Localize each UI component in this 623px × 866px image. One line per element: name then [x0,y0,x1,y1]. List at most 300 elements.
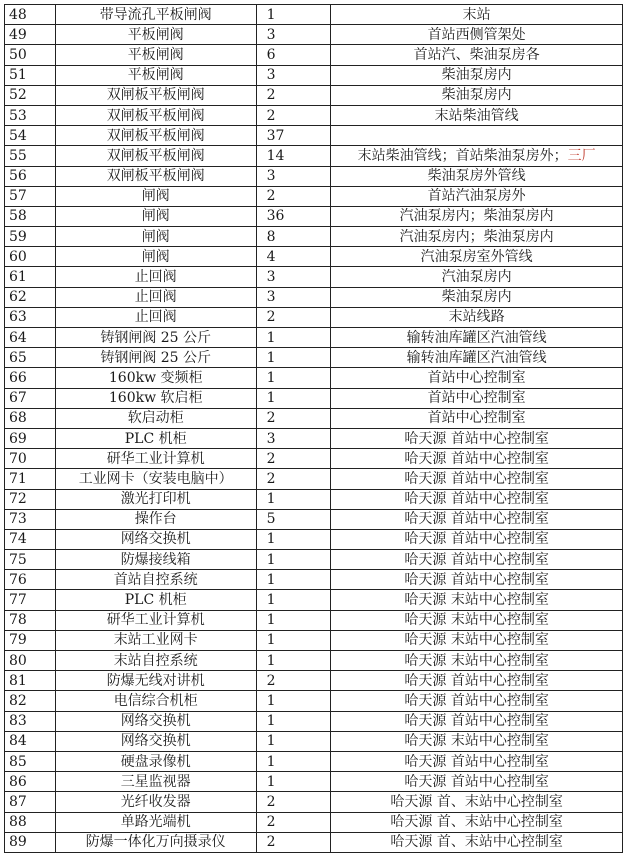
location-cell-text: 汽油泵房内；柴油泵房内 [399,228,554,245]
location-cell [331,25,623,45]
equipment-name-cell-text: 电信综合机柜 [113,692,198,709]
row-number-cell-text: 53 [9,107,27,124]
equipment-name-cell-text: 工业网卡（安装电脑中） [78,470,233,487]
table-row [5,832,623,852]
equipment-name-cell [55,630,256,650]
quantity-cell-text: 37 [266,127,285,144]
location-cell-text: 哈天源 首站中心控制室 [404,753,549,770]
row-number-cell-text: 69 [9,430,27,447]
equipment-name-cell-text: 止回阀 [134,289,177,306]
row-number-cell-text: 75 [9,551,27,568]
equipment-name-cell-text: 软启动柜 [127,410,184,427]
row-number-cell [5,449,56,469]
location-cell [331,550,623,570]
location-cell-text: 哈天源 首站中心控制室 [404,511,549,528]
table-row [5,731,623,751]
equipment-name-cell-text: 网络交换机 [120,713,191,730]
quantity-cell [256,751,331,771]
location-cell-text: 哈天源 末站中心控制室 [404,612,549,629]
row-number-cell [5,469,56,489]
quantity-cell [256,287,331,307]
quantity-cell-text: 1 [266,349,276,366]
equipment-name-cell-text: 平板闸阀 [127,46,184,63]
row-number-cell [5,711,56,731]
quantity-cell-text: 1 [266,551,276,568]
row-number-cell-text: 82 [9,692,27,709]
row-number-cell [5,45,56,65]
location-cell-text: 末站柴油管线；首站柴油泵房外； [357,147,568,164]
row-number-cell [5,832,56,852]
quantity-cell-text: 1 [266,652,276,669]
location-cell-text: 哈天源 首站中心控制室 [404,531,549,548]
equipment-name-cell [55,772,256,792]
equipment-name-cell-text: 闸阀 [141,228,170,245]
quantity-cell [256,832,331,852]
equipment-name-cell [55,247,256,267]
equipment-name-cell-text: 网络交换机 [120,733,191,750]
location-cell [331,469,623,489]
equipment-name-cell [55,812,256,832]
location-cell-text: 首站中心控制室 [427,410,526,427]
location-cell [331,772,623,792]
quantity-cell [256,368,331,388]
location-cell-text: 输转油库罐区汽油管线 [406,349,547,366]
equipment-name-cell [55,105,256,125]
location-cell-text: 汽油泵房内 [441,269,512,286]
table-row [5,85,623,105]
row-number-cell-text: 84 [9,733,27,750]
location-cell [331,206,623,226]
row-number-cell-text: 51 [9,67,27,84]
location-cell-text: 哈天源 首、末站中心控制室 [390,793,563,810]
location-cell-text: 首站西侧管架处 [427,26,526,43]
quantity-cell-text: 5 [266,511,276,528]
quantity-cell [256,489,331,509]
row-number-cell-text: 56 [9,168,27,185]
row-number-cell [5,267,56,287]
equipment-name-cell [55,25,256,45]
location-cell [331,287,623,307]
quantity-cell-text: 8 [266,228,276,245]
location-cell [331,388,623,408]
equipment-name-cell [55,792,256,812]
quantity-cell [256,65,331,85]
quantity-cell [256,307,331,327]
location-cell [331,832,623,852]
location-cell-text: 哈天源 首站中心控制室 [404,571,549,588]
row-number-cell [5,651,56,671]
row-number-cell-text: 66 [9,369,27,386]
location-cell-text: 首站中心控制室 [427,369,526,386]
quantity-cell-text: 1 [266,612,276,629]
location-note-red: 三厂 [567,147,596,164]
row-number-cell-text: 60 [9,248,27,265]
row-number-cell [5,65,56,85]
row-number-cell [5,550,56,570]
row-number-cell [5,388,56,408]
location-cell-text: 哈天源 首站中心控制室 [404,773,549,790]
quantity-cell [256,812,331,832]
row-number-cell [5,287,56,307]
equipment-name-cell [55,227,256,247]
location-cell-text: 哈天源 首站中心控制室 [404,491,549,508]
location-cell [331,812,623,832]
quantity-cell-text: 2 [266,309,276,326]
equipment-name-cell-text: 双闸板平板闸阀 [106,127,205,144]
equipment-name-cell [55,166,256,186]
row-number-cell [5,247,56,267]
table-row [5,247,623,267]
location-cell [331,105,623,125]
equipment-name-cell-text: 防爆接线箱 [120,551,191,568]
row-number-cell [5,408,56,428]
equipment-name-cell-text: 末站工业网卡 [113,632,198,649]
equipment-name-cell [55,287,256,307]
location-cell [331,691,623,711]
quantity-cell-text: 3 [266,289,276,306]
table-row [5,691,623,711]
equipment-name-cell [55,550,256,570]
row-number-cell [5,25,56,45]
quantity-cell [256,126,331,146]
equipment-name-cell-text: 末站自控系统 [113,652,198,669]
equipment-name-cell [55,832,256,852]
table-row [5,529,623,549]
quantity-cell [256,186,331,206]
quantity-cell-text: 2 [266,107,276,124]
row-number-cell [5,792,56,812]
location-cell [331,227,623,247]
table-row [5,651,623,671]
location-cell [331,45,623,65]
row-number-cell-text: 86 [9,773,27,790]
table-row [5,489,623,509]
row-number-cell [5,731,56,751]
equipment-name-cell [55,368,256,388]
quantity-cell-text: 2 [266,793,276,810]
table-row [5,5,623,25]
row-number-cell [5,5,56,25]
table-row [5,146,623,166]
location-cell [331,590,623,610]
quantity-cell [256,671,331,691]
table-row [5,711,623,731]
location-cell-text: 哈天源 首站中心控制室 [404,470,549,487]
quantity-cell [256,449,331,469]
row-number-cell [5,610,56,630]
equipment-name-cell [55,388,256,408]
row-number-cell [5,772,56,792]
equipment-name-cell-text: 双闸板平板闸阀 [106,168,205,185]
equipment-name-cell-text: 首站自控系统 [113,571,198,588]
quantity-cell [256,206,331,226]
row-number-cell-text: 71 [9,470,27,487]
quantity-cell-text: 2 [266,450,276,467]
equipment-name-cell-text: 带导流孔平板闸阀 [99,6,212,23]
equipment-name-cell [55,206,256,226]
quantity-cell-text: 1 [266,713,276,730]
table-row [5,550,623,570]
row-number-cell-text: 79 [9,632,27,649]
quantity-cell [256,792,331,812]
quantity-cell-text: 1 [266,531,276,548]
row-number-cell-text: 52 [9,87,27,104]
location-cell-text: 哈天源 首站中心控制室 [404,672,549,689]
equipment-name-cell-text: 平板闸阀 [127,67,184,84]
row-number-cell-text: 61 [9,269,27,286]
location-cell [331,186,623,206]
equipment-name-cell [55,348,256,368]
row-number-cell [5,105,56,125]
row-number-cell [5,85,56,105]
location-cell-text: 首站中心控制室 [427,390,526,407]
row-number-cell [5,529,56,549]
equipment-name-cell-text: 三星监视器 [120,773,191,790]
row-number-cell [5,166,56,186]
equipment-name-cell [55,146,256,166]
equipment-name-cell [55,65,256,85]
location-cell [331,247,623,267]
table-row [5,792,623,812]
equipment-name-cell-text: 硬盘录像机 [120,753,191,770]
equipment-name-cell-text: 单路光端机 [120,814,191,831]
location-cell-text: 哈天源 首站中心控制室 [404,713,549,730]
equipment-name-cell-text: 激光打印机 [120,491,191,508]
quantity-cell [256,691,331,711]
row-number-cell-text: 49 [9,26,27,43]
location-cell-text: 哈天源 首站中心控制室 [404,450,549,467]
row-number-cell [5,328,56,348]
location-cell [331,610,623,630]
row-number-cell [5,489,56,509]
table-row [5,812,623,832]
quantity-cell-text: 3 [266,26,276,43]
equipment-name-cell [55,651,256,671]
location-cell [331,348,623,368]
row-number-cell [5,227,56,247]
location-cell [331,126,623,146]
location-cell-text: 哈天源 首站中心控制室 [404,551,549,568]
location-cell-text: 哈天源 首、末站中心控制室 [390,814,563,831]
row-number-cell-text: 87 [9,793,27,810]
row-number-cell [5,671,56,691]
table-row [5,610,623,630]
equipment-name-cell [55,731,256,751]
table-row [5,25,623,45]
location-cell [331,166,623,186]
location-cell-text: 哈天源 首站中心控制室 [404,692,549,709]
quantity-cell [256,529,331,549]
equipment-name-cell-text: 双闸板平板闸阀 [106,147,205,164]
location-cell [331,731,623,751]
quantity-cell-text: 1 [266,753,276,770]
location-cell [331,428,623,448]
quantity-cell [256,227,331,247]
location-cell [331,671,623,691]
row-number-cell-text: 78 [9,612,27,629]
location-cell-text: 柴油泵房内 [441,67,512,84]
location-cell-text: 末站柴油管线 [434,107,519,124]
equipment-name-cell [55,428,256,448]
quantity-cell [256,388,331,408]
equipment-name-cell-text: 铸钢闸阀 25 公斤 [100,349,212,366]
table-row [5,590,623,610]
row-number-cell-text: 81 [9,672,27,689]
row-number-cell-text: 48 [9,6,27,23]
table-row [5,227,623,247]
row-number-cell-text: 68 [9,410,27,427]
quantity-cell-text: 1 [266,692,276,709]
quantity-cell [256,469,331,489]
equipment-name-cell [55,610,256,630]
row-number-cell [5,590,56,610]
quantity-cell-text: 2 [266,814,276,831]
quantity-cell-text: 2 [266,188,276,205]
quantity-cell-text: 36 [266,208,285,225]
equipment-name-cell-text: 双闸板平板闸阀 [106,87,205,104]
location-cell [331,5,623,25]
quantity-cell-text: 1 [266,369,276,386]
quantity-cell [256,772,331,792]
row-number-cell [5,691,56,711]
location-cell-text: 哈天源 首站中心控制室 [404,430,549,447]
equipment-name-cell [55,85,256,105]
table-row [5,509,623,529]
equipment-name-cell [55,328,256,348]
row-number-cell-text: 54 [9,127,27,144]
location-cell [331,489,623,509]
table-row [5,206,623,226]
table-row [5,348,623,368]
quantity-cell [256,85,331,105]
quantity-cell [256,166,331,186]
row-number-cell [5,630,56,650]
row-number-cell-text: 55 [9,147,27,164]
quantity-cell [256,509,331,529]
row-number-cell [5,509,56,529]
quantity-cell-text: 6 [266,46,276,63]
quantity-cell [256,328,331,348]
equipment-name-cell [55,307,256,327]
quantity-cell [256,105,331,125]
equipment-name-cell [55,529,256,549]
location-cell-text: 哈天源 末站中心控制室 [404,632,549,649]
equipment-name-cell-text: 160kw 软启柜 [108,390,203,407]
table-row [5,166,623,186]
equipment-name-cell-text: 闸阀 [141,188,170,205]
row-number-cell [5,348,56,368]
location-cell-text: 输转油库罐区汽油管线 [406,329,547,346]
equipment-name-cell-text: 160kw 变频柜 [108,369,203,386]
quantity-cell [256,25,331,45]
row-number-cell-text: 77 [9,592,27,609]
quantity-cell-text: 1 [266,571,276,588]
row-number-cell-text: 59 [9,228,27,245]
table-row [5,65,623,85]
location-cell-text: 柴油泵房内 [441,289,512,306]
quantity-cell-text: 2 [266,834,276,851]
location-cell [331,711,623,731]
equipment-name-cell-text: 操作台 [134,511,177,528]
location-cell [331,267,623,287]
equipment-name-cell [55,691,256,711]
row-number-cell [5,751,56,771]
location-cell [331,792,623,812]
row-number-cell-text: 76 [9,571,27,588]
table-row [5,126,623,146]
equipment-name-cell [55,126,256,146]
table-row [5,186,623,206]
quantity-cell [256,550,331,570]
table-row [5,671,623,691]
table-row [5,408,623,428]
quantity-cell-text: 2 [266,87,276,104]
equipment-name-cell-text: 止回阀 [134,269,177,286]
table-row [5,45,623,65]
quantity-cell-text: 1 [266,491,276,508]
table-row [5,772,623,792]
equipment-name-cell [55,5,256,25]
row-number-cell-text: 88 [9,814,27,831]
table-row [5,368,623,388]
location-cell-text: 哈天源 末站中心控制室 [404,592,549,609]
equipment-name-cell-text: PLC 机柜 [124,430,187,447]
table-row [5,307,623,327]
location-cell [331,85,623,105]
row-number-cell [5,186,56,206]
equipment-name-cell [55,509,256,529]
quantity-cell [256,651,331,671]
quantity-cell-text: 1 [266,592,276,609]
location-cell [331,449,623,469]
table-row [5,449,623,469]
row-number-cell [5,146,56,166]
quantity-cell-text: 3 [266,168,276,185]
quantity-cell-text: 3 [266,430,276,447]
table-row [5,388,623,408]
location-cell [331,408,623,428]
location-cell [331,509,623,529]
row-number-cell-text: 80 [9,652,27,669]
row-number-cell-text: 62 [9,289,27,306]
location-cell-text: 末站线路 [448,309,505,326]
equipment-name-cell-text: 光纤收发器 [120,793,191,810]
equipment-name-cell [55,489,256,509]
row-number-cell-text: 73 [9,511,27,528]
location-cell-text: 哈天源 首、末站中心控制室 [390,834,563,851]
row-number-cell-text: 70 [9,450,27,467]
quantity-cell-text: 1 [266,773,276,790]
quantity-cell-text: 3 [266,269,276,286]
location-cell [331,751,623,771]
quantity-cell-text: 14 [266,147,285,164]
quantity-cell-text: 1 [266,733,276,750]
equipment-name-cell [55,469,256,489]
equipment-name-cell [55,408,256,428]
row-number-cell-text: 57 [9,188,27,205]
row-number-cell-text: 65 [9,349,27,366]
location-cell [331,328,623,348]
equipment-name-cell-text: 双闸板平板闸阀 [106,107,205,124]
quantity-cell-text: 1 [266,632,276,649]
quantity-cell [256,711,331,731]
quantity-cell [256,146,331,166]
row-number-cell [5,570,56,590]
equipment-name-cell-text: PLC 机柜 [124,592,187,609]
location-cell [331,307,623,327]
quantity-cell [256,267,331,287]
location-cell [331,570,623,590]
